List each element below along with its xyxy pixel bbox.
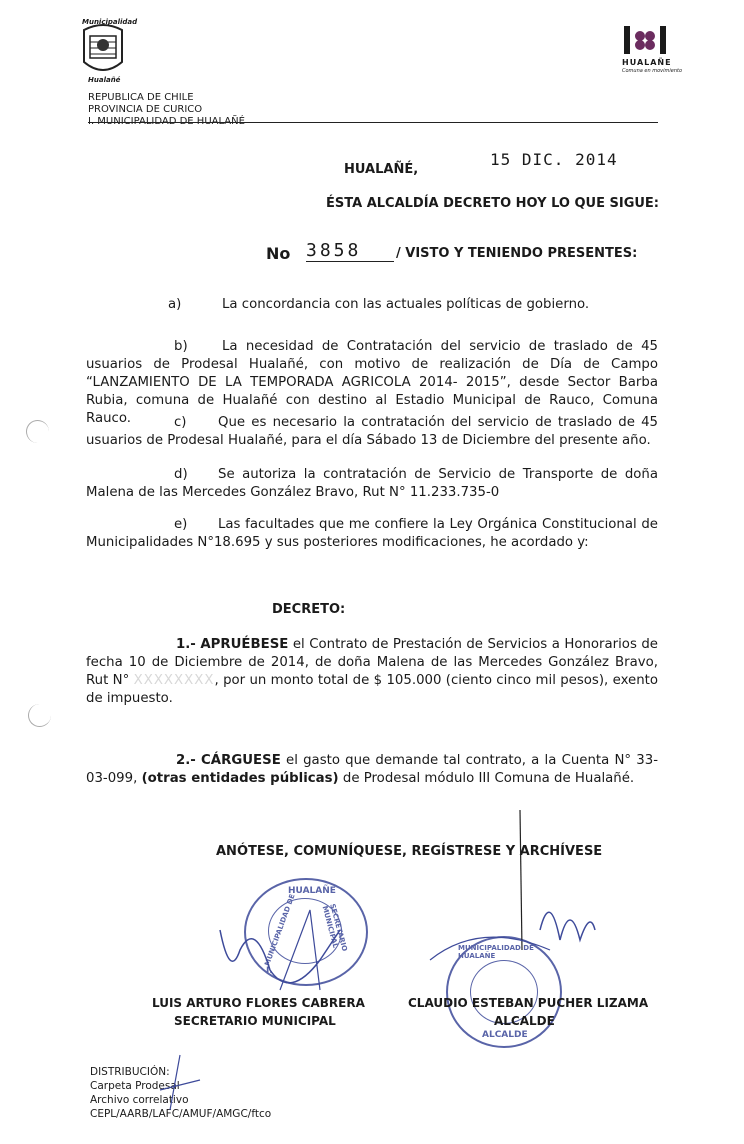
article-2-text-2: de Prodesal módulo III Comuna de Hualañé.: [342, 771, 635, 786]
visto-heading: / VISTO Y TENIENDO PRESENTES:: [396, 246, 638, 261]
signatory-left-title: SECRETARIO MUNICIPAL: [174, 1014, 336, 1028]
initials-scribble: [150, 1050, 210, 1130]
logo-name: HUALAÑE: [622, 58, 672, 67]
signature-right: [420, 800, 620, 1000]
stamp-text: MUNICIPALIDAD DE: [263, 892, 297, 968]
punch-hole-mark: [26, 420, 49, 443]
considerando-letter: c): [174, 415, 187, 430]
letterhead-rule: [88, 122, 658, 123]
considerando-text: La necesidad de Contratación del servicio de traslado de 45 usuarios de Prodesal Hualañé, con motivo de realización de Día de Campo “LANZAMIENTO DE LA TEMPORADA AGRICOLA 2014- 2015”, desde Sector Barba Rubia, comuna de Hualañé con destino al Estadio Municipal de Rauco, Comuna Rauco.: [86, 339, 658, 426]
signatory-right-name: CLAUDIO ESTEBAN PUCHER LIZAMA: [408, 996, 649, 1010]
article-1-text-2: , por un monto total de $ 105.000 (ciento cinco mil pesos), exento de impuesto.: [86, 673, 658, 706]
article-1-verb: APRUÉBESE: [200, 637, 289, 652]
article-2: [86, 752, 658, 788]
crest-caption-top: Municipalidad: [82, 18, 138, 26]
article-2-bold: (otras entidades públicas): [141, 771, 339, 786]
stamp-text: ALCALDE: [482, 1030, 528, 1040]
signatory-left-name: LUIS ARTURO FLORES CABRERA: [152, 996, 365, 1010]
redacted-rut: XXXXXXXX: [133, 673, 215, 688]
municipal-crest: [76, 18, 130, 84]
letterhead-line-3: I. MUNICIPALIDAD DE HUALAÑÉ: [88, 116, 245, 127]
considerando-letter: a): [168, 297, 182, 312]
signatory-right-title: ALCALDE: [494, 1014, 555, 1028]
crest-caption-bottom: Hualañé: [88, 76, 121, 84]
stamp-text: I.: [266, 966, 273, 976]
punch-hole-mark: [28, 704, 51, 727]
distribution-heading: DISTRIBUCIÓN:: [90, 1066, 170, 1078]
article-1-text-1: el Contrato de Prestación de Servicios a Honorarios de fecha 10 de Diciembre de 2014, de doña Malena de las Mercedes González Bravo, Rut N°: [86, 637, 658, 688]
signature-left: [210, 890, 370, 1010]
place: HUALAÑÉ,: [344, 162, 419, 177]
considerando-text: Las facultades que me confiere la Ley Orgánica Constitucional de Municipalidades N°18.695 y sus posteriores modificaciones, he acordado y:: [86, 517, 658, 550]
article-2-verb: CÁRGUESE: [201, 753, 281, 768]
intro-heading: ÉSTA ALCALDÍA DECRETO HOY LO QUE SIGUE:: [326, 196, 660, 211]
considerando-text: Que es necesario la contratación del servicio de traslado de 45 usuarios de Prodesal Hualañé, para el día Sábado 13 de Diciembre del presente año.: [86, 415, 658, 448]
considerando-letter: d): [174, 467, 188, 482]
article-2-number: 2.-: [176, 753, 196, 768]
letterhead-line-2: PROVINCIA DE CURICO: [88, 104, 203, 115]
article-1: [86, 636, 658, 708]
stamp-text: MUNICIPALIDAD DE HUALAÑE: [458, 944, 534, 960]
distribution-item: Carpeta Prodesal: [90, 1080, 180, 1092]
stamp-text: SECRETARIO MUNICIPAL: [320, 902, 349, 953]
distribution-item: Archivo correlativo: [90, 1094, 189, 1106]
considerando-d: [86, 466, 658, 502]
article-1-number: 1.-: [176, 637, 196, 652]
hualane-logo: [622, 24, 670, 56]
distribution-item: CEPL/AARB/LAFC/AMUF/AMGC/ftco: [90, 1108, 272, 1120]
stamp-text: HUALAÑE: [288, 886, 336, 896]
considerando-text: Se autoriza la contratación de Servicio de Transporte de doña Malena de las Mercedes González Bravo, Rut N° 11.233.735-0: [86, 467, 658, 500]
article-2-text-1: el gasto que demande tal contrato, a la Cuenta N° 33-03-099,: [86, 753, 658, 786]
decree-number: 3858: [306, 240, 394, 262]
considerando-a: [86, 296, 658, 314]
considerando-e: [86, 516, 658, 552]
considerando-letter: e): [174, 517, 188, 532]
letterhead-line-1: REPUBLICA DE CHILE: [88, 92, 194, 103]
number-prefix: No: [266, 244, 291, 263]
date-stamp: 15 DIC. 2014: [490, 150, 618, 169]
decreto-heading: DECRETO:: [272, 602, 346, 617]
considerando-letter: b): [174, 339, 188, 354]
considerando-c: [86, 414, 658, 450]
logo-tagline: Comuna en movimiento: [622, 68, 683, 74]
closing-formula: ANÓTESE, COMUNÍQUESE, REGÍSTRESE Y ARCHÍVESE: [216, 844, 603, 859]
considerando-text: La concordancia con las actuales políticas de gobierno.: [222, 297, 590, 312]
